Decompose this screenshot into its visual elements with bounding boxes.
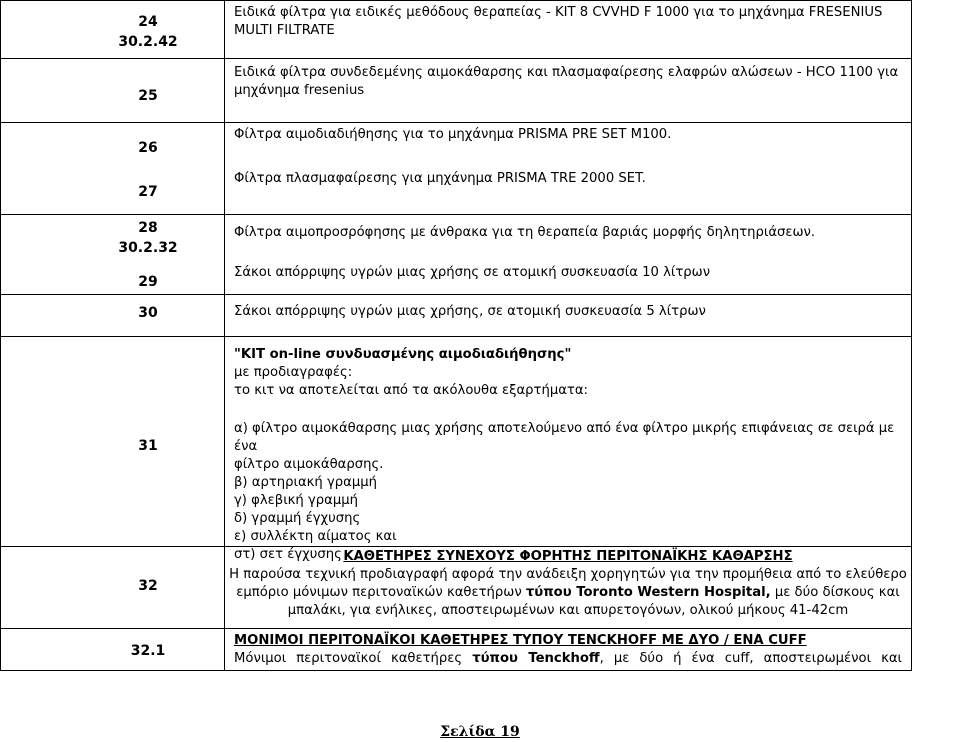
row-number	[72, 12, 224, 52]
page-number: Σελίδα 19	[440, 724, 520, 740]
component-item: στ) σετ έγχυσης	[234, 547, 342, 562]
row-description	[234, 632, 902, 668]
catheter-type: τύπου Tenckhoff	[472, 651, 600, 666]
row-number-sub: 30.2.42	[118, 34, 178, 50]
row-description	[234, 346, 904, 564]
row-description: Σάκοι απόρριψης υγρών μιας χρήσης, σε ατομική συσκευασία 5 λίτρων	[234, 304, 706, 319]
component-item: β) αρτηριακή γραμμή	[234, 475, 377, 490]
row-number: 32	[138, 578, 158, 594]
description-line: μπαλάκι, για ενήλικες, αποστειρωμένων και απυρετογόνων, ολικού μήκους 41-42cm	[287, 603, 849, 618]
row-number: 29	[138, 274, 158, 290]
description-line	[234, 650, 902, 668]
component-item: α) φίλτρο αιμοκάθαρσης μιας χρήσης αποτελούμενο από ένα φίλτρο μικρής επιφάνειας σε σειρά με ένα	[234, 421, 895, 454]
row-number-main: 24	[138, 14, 158, 30]
component-item: ε) συλλέκτη αίματος και	[234, 529, 397, 544]
row-description: Φίλτρα αιμοπροσρόφησης με άνθρακα για τη θεραπεία βαριάς μορφής δηλητηριάσεων.	[234, 225, 816, 240]
description-line: το κιτ να αποτελείται από τα ακόλουθα εξαρτήματα:	[234, 383, 588, 398]
row-description: Φίλτρα αιμοδιαδιήθησης για το μηχάνημα PRISMA PRE SET M100.	[234, 127, 672, 142]
row-number: 26	[138, 140, 158, 156]
text-segment: , με δύο ή ένα cuff, αποστειρωμένοι και	[599, 651, 902, 666]
row-description: Φίλτρα πλασμαφαίρεσης για μηχάνημα PRISMA TRE 2000 SET.	[234, 171, 646, 186]
catheter-type: τύπου Toronto Western Hospital,	[525, 585, 771, 600]
component-item: δ) γραμμή έγχυσης	[234, 511, 361, 526]
row-number-sub: 30.2.32	[118, 240, 178, 256]
row-number-main: 28	[138, 220, 158, 236]
text-segment: με δύο δίσκους και	[770, 585, 900, 600]
text-segment: Μόνιμοι περιτοναϊκοί καθετήρες	[234, 651, 473, 666]
row-description	[234, 4, 882, 40]
kit-heading: "KIT on-line συνδυασμένης αιμοδιαδιήθησης"	[234, 347, 572, 362]
row-number	[72, 218, 224, 258]
description-line: Η παρούσα τεχνική προδιαγραφή αφορά την ανάδειξη χορηγητών για την προμήθεια από το ελεύθερο	[229, 567, 907, 582]
page-footer	[0, 724, 960, 740]
catheter-heading: ΚΑΘΕΤΗΡΕΣ ΣΥΝΕΧΟΥΣ ΦΟΡΗΤΗΣ ΠΕΡΙΤΟΝΑΪΚΗΣ ΚΑΘΑΡΣΗΣ	[343, 549, 793, 564]
row-description	[234, 64, 898, 100]
description-line: Ειδικά φίλτρα συνδεδεμένης αιμοκάθαρσης και πλασμαφαίρεσης ελαφρών αλώσεων - HCO 1100 για	[234, 65, 899, 80]
description-line: MULTI FILTRATE	[234, 23, 335, 38]
row-number: 25	[138, 88, 158, 104]
description-line	[226, 584, 910, 602]
description-line: Ειδικά φίλτρα για ειδικές μεθόδους θεραπείας - KIT 8 CVVHD F 1000 για το μηχάνημα FRESENIUS	[234, 5, 883, 20]
component-item: γ) φλεβική γραμμή	[234, 493, 358, 508]
row-number: 31	[138, 438, 158, 454]
row-number: 30	[138, 305, 158, 321]
row-description: Σάκοι απόρριψης υγρών μιας χρήσης σε ατομική συσκευασία 10 λίτρων	[234, 265, 711, 280]
description-line: μηχάνημα fresenius	[234, 83, 365, 98]
row-number: 27	[138, 184, 158, 200]
description-line: με προδιαγραφές:	[234, 365, 353, 380]
catheter-heading: ΜΟΝΙΜΟΙ ΠΕΡΙΤΟΝΑΪΚΟΙ ΚΑΘΕΤΗΡΕΣ ΤΥΠΟΥ TENCKHOFF ΜΕ ΔΥΟ / ΕΝΑ CUFF	[234, 633, 807, 648]
row-description	[226, 548, 910, 620]
text-segment: εμπόριο μόνιμων περιτοναϊκών καθετήρων	[236, 585, 526, 600]
row-number: 32.1	[130, 643, 166, 659]
component-item: φίλτρο αιμοκάθαρσης.	[234, 457, 384, 472]
